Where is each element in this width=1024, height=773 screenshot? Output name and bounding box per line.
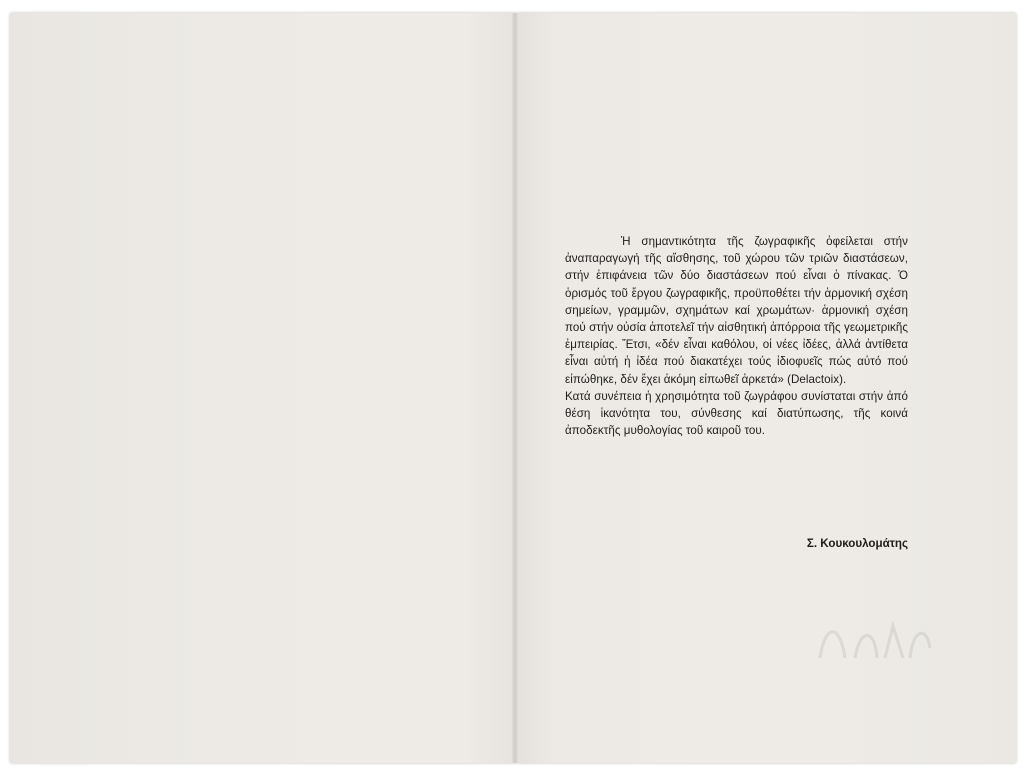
left-page-blank — [10, 13, 515, 763]
paragraph-1: Ἡ σημαντικότητα τῆς ζωγραφικῆς ὀφείλεται στήν ἀναπαραγωγή τῆς αἴσθησης, τοῦ χώρου τῶν τριῶν διαστάσεων, στήν ἐπιφάνεια τῶν δύο διαστάσεων πού εἶναι ὁ πίνακας. Ὁ ὁρισμός τοῦ ἔργου ζωγραφικῆς, προϋποθέτει τήν ἁρμονική σχέση σημείων, γραμμῶν, σχημάτων καί χρωμάτων· ἁρμονική σχέση πού στήν οὐσία ἀποτελεῖ τήν αἰσθητική ἀπόρροια τῆς γεωμετρικῆς ἐμπειρίας. Ἔτσι, «δέν εἶναι καθόλου, οἱ νέες ἰδέες, ἀλλά ἀντίθετα εἶναι αὐτή ἡ ἰδέα πού διακατέχει τούς ἰδιοφυεῖς πώς αὐτό πού εἰπώθηκε, δέν ἔχει ἀκόμη εἰπωθεῖ ἀρκετά» (Delactoix). — [565, 235, 908, 386]
author-signature: Σ. Κουκουλομάτης — [806, 537, 908, 550]
spine-fold — [512, 13, 518, 763]
text-block — [565, 233, 908, 439]
showthrough-mark — [815, 618, 935, 663]
paragraph-2: Κατά συνέπεια ἡ χρησιμότητα τοῦ ζωγράφου συνίσταται στήν ἀπό θέση ἱκανότητα του, σύνθεσης καί διατύπωσης, τῆς κοινά ἀποδεκτῆς μυθολογίας τοῦ καιροῦ του. — [565, 389, 908, 438]
